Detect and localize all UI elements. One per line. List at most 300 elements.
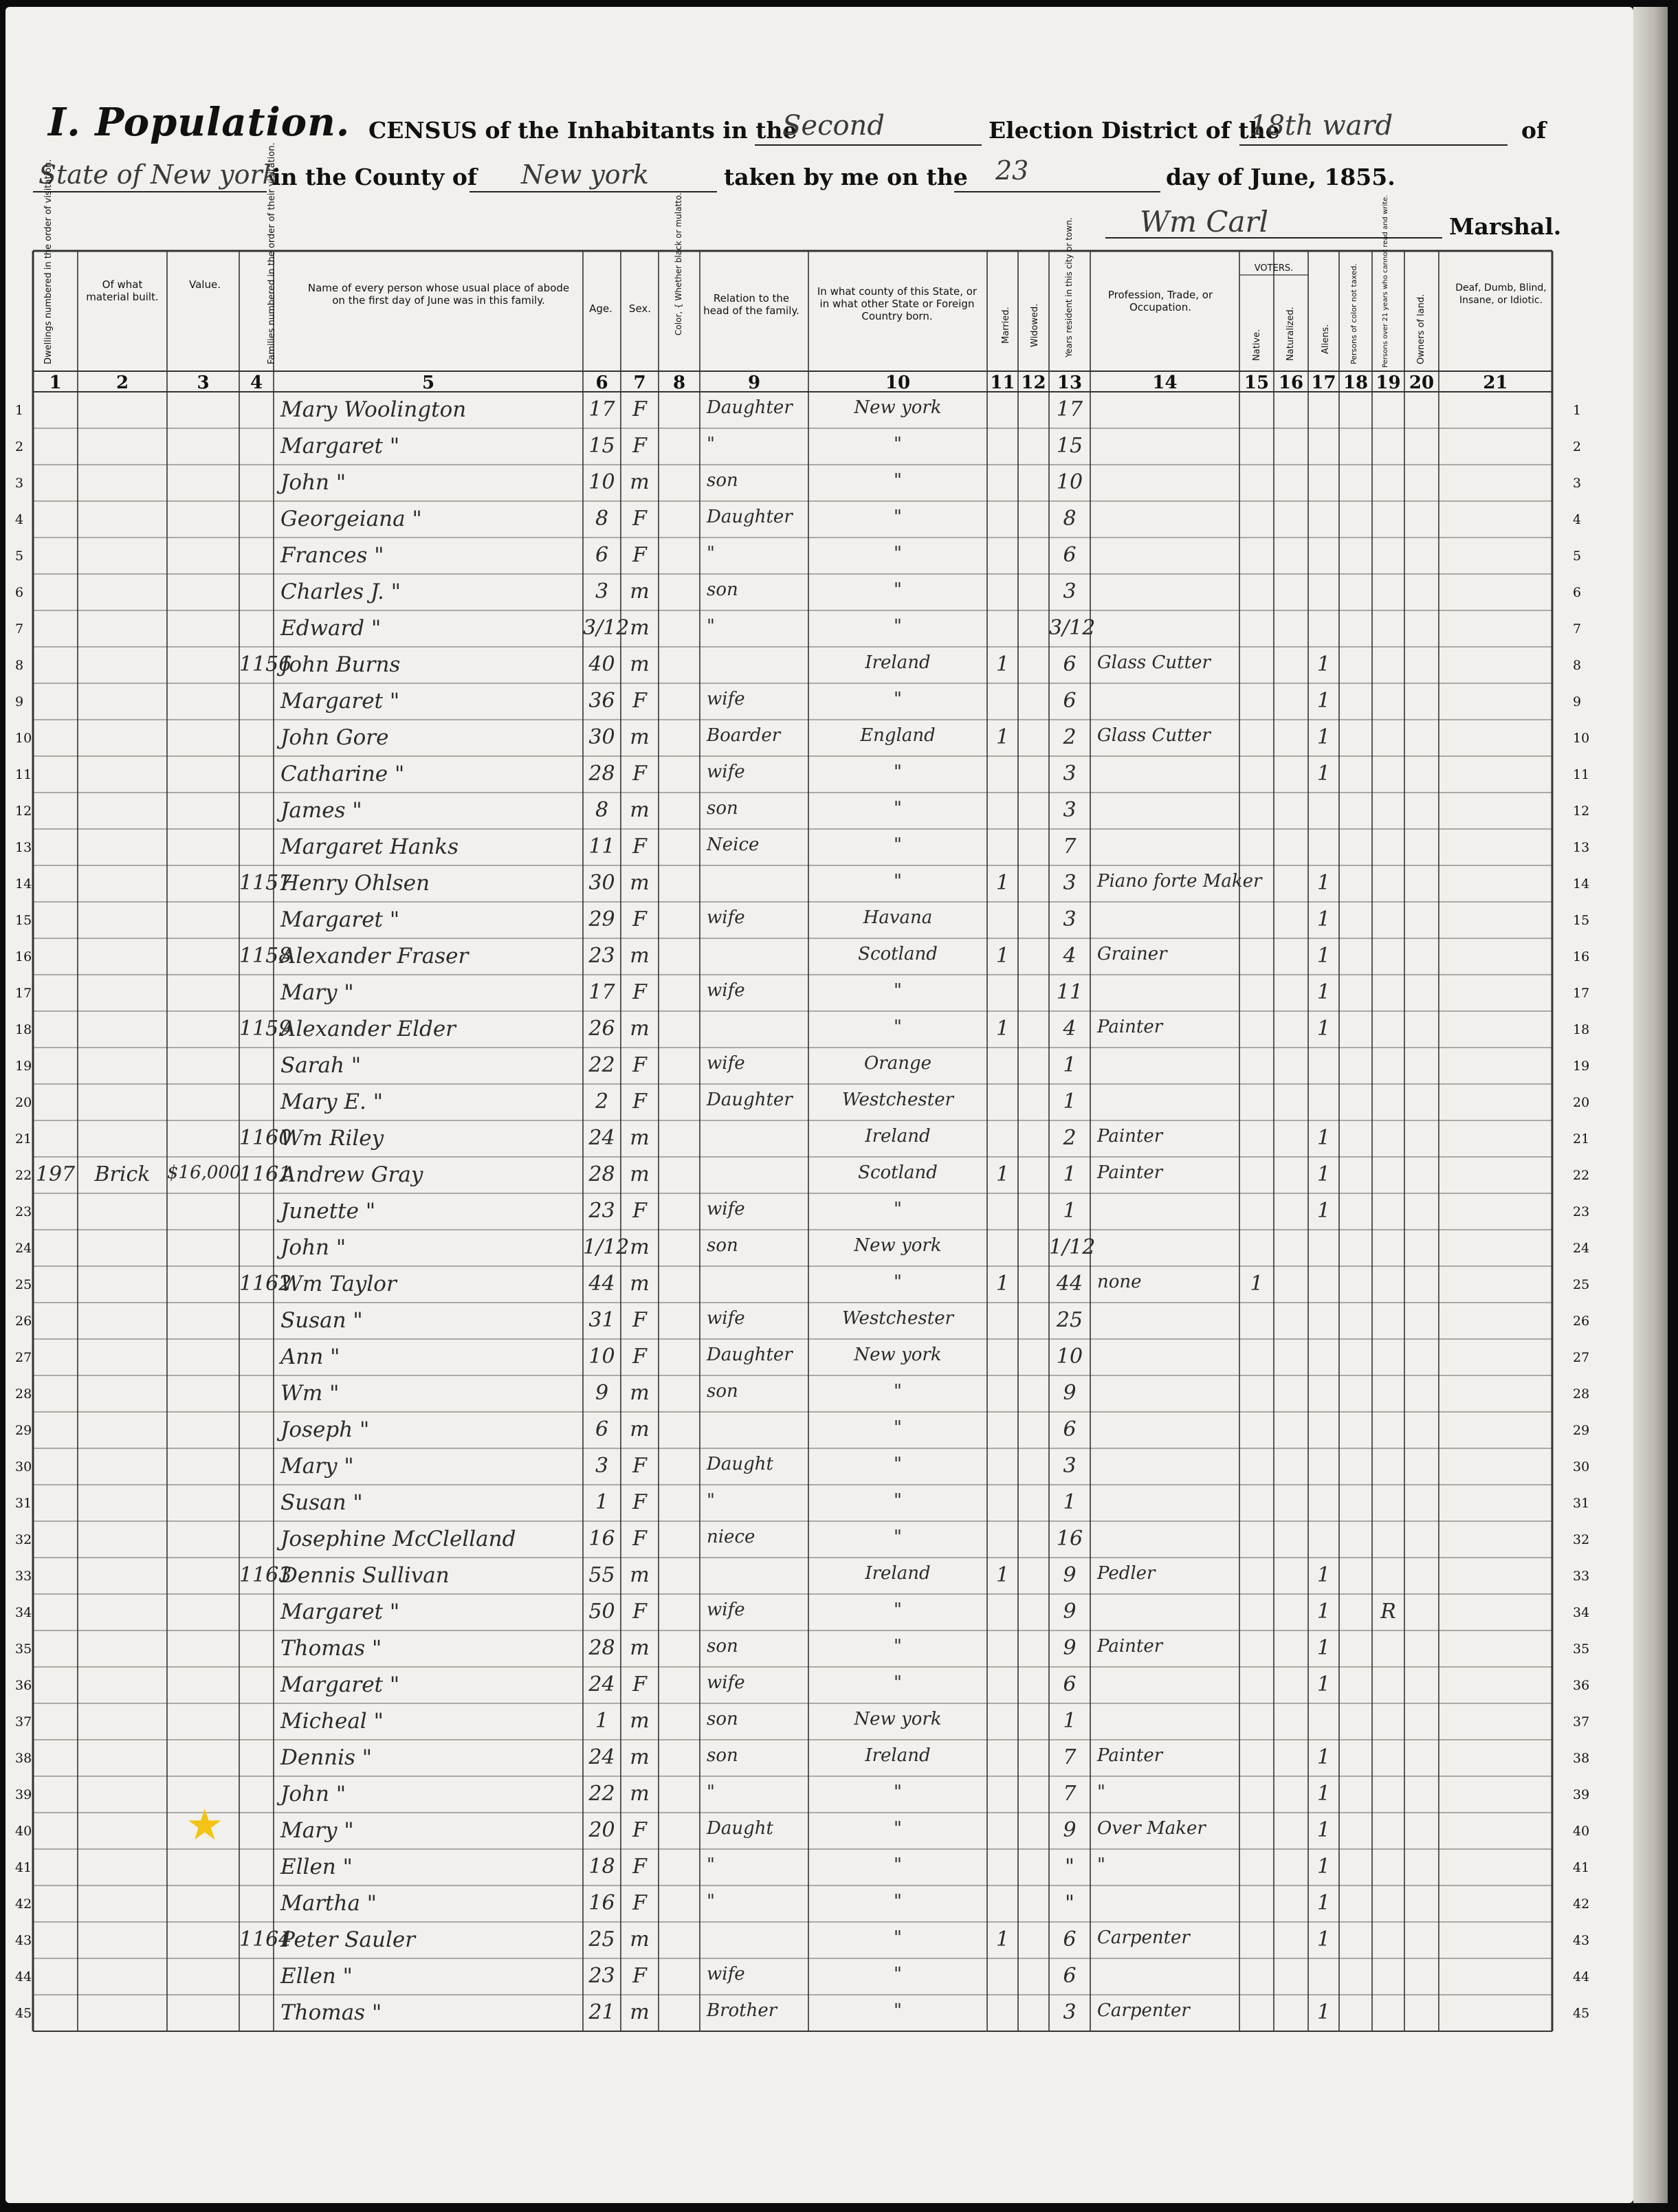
sex-cell: F <box>632 1527 647 1551</box>
age-cell: 28 <box>588 1636 615 1660</box>
col-head-color: Color, { Whether black or mulatto. <box>674 192 683 335</box>
alien-cell: 1 <box>1316 1017 1331 1041</box>
years-resident-cell: 2 <box>1063 1126 1077 1150</box>
col-head-years-resident: Years resident in this city or town. <box>1064 217 1074 357</box>
family-number: 1162 <box>239 1272 292 1296</box>
relation-cell: son <box>707 579 738 600</box>
row-number-left: 34 <box>15 1605 32 1620</box>
row-number-right: 26 <box>1573 1314 1590 1329</box>
native-voter-cell: 1 <box>1250 1272 1263 1296</box>
sex-cell: F <box>632 907 647 931</box>
birthplace-cell: " <box>894 762 902 782</box>
column-number: 3 <box>197 373 210 393</box>
occupation-cell: none <box>1097 1272 1142 1292</box>
name-cell: Edward " <box>280 616 382 641</box>
column-number: 20 <box>1409 373 1435 393</box>
relation-cell: Daught <box>707 1818 773 1839</box>
age-cell: 6 <box>595 543 609 567</box>
years-resident-cell: 1 <box>1063 1162 1077 1186</box>
col-head-relation: Relation to the head of the family. <box>703 292 799 317</box>
occupation-cell: Grainer <box>1097 944 1167 964</box>
row-number-right: 34 <box>1573 1605 1590 1620</box>
col-head-name: Name of every person whose usual place of abode on the first day of June was in this family. <box>307 282 570 307</box>
alien-cell: 1 <box>1316 1855 1331 1879</box>
row-number-left: 13 <box>15 840 32 855</box>
age-cell: 20 <box>588 1818 615 1842</box>
name-cell: John " <box>280 470 346 495</box>
years-resident-cell: 9 <box>1063 1636 1077 1660</box>
name-cell: Martha " <box>280 1891 377 1916</box>
years-resident-cell: 7 <box>1063 834 1077 859</box>
birthplace-cell: " <box>894 1527 902 1547</box>
birthplace-cell: " <box>894 1381 902 1402</box>
column-number: 15 <box>1244 373 1270 393</box>
years-resident-cell: 9 <box>1063 1563 1077 1587</box>
years-resident-cell: 6 <box>1063 543 1077 567</box>
row-number-right: 43 <box>1573 1933 1590 1948</box>
row-number-right: 29 <box>1573 1423 1590 1438</box>
sex-cell: m <box>630 2000 650 2024</box>
row-number-left: 37 <box>15 1714 32 1729</box>
years-resident-cell: 11 <box>1056 980 1083 1004</box>
name-cell: Alexander Fraser <box>280 944 469 969</box>
age-cell: 30 <box>588 725 615 749</box>
sex-cell: m <box>630 616 650 640</box>
age-cell: 26 <box>588 1017 615 1041</box>
sex-cell: m <box>630 652 650 676</box>
relation-cell: " <box>707 434 715 454</box>
column-number: 6 <box>595 373 608 393</box>
row-number-right: 16 <box>1573 949 1590 964</box>
birthplace-cell: Ireland <box>865 1126 931 1147</box>
alien-cell: 1 <box>1316 1672 1331 1696</box>
row-number-right: 9 <box>1573 694 1582 709</box>
row-number-left: 41 <box>15 1860 32 1875</box>
name-cell: Wm " <box>280 1381 340 1406</box>
age-cell: 24 <box>588 1672 615 1696</box>
col-head-value: Value. <box>189 278 221 291</box>
birthplace-cell: Orange <box>863 1053 932 1074</box>
sex-cell: F <box>632 1600 647 1624</box>
age-cell: 28 <box>588 762 615 786</box>
occupation-cell: Painter <box>1097 1745 1163 1766</box>
sex-cell: m <box>630 1709 650 1733</box>
name-cell: Joseph " <box>280 1417 370 1442</box>
birthplace-cell: " <box>894 1891 902 1912</box>
birthplace-cell: " <box>894 798 902 819</box>
row-number-left: 21 <box>15 1131 32 1147</box>
column-number: 21 <box>1483 373 1508 393</box>
birthplace-cell: Havana <box>863 907 933 928</box>
relation-cell: Daughter <box>707 397 793 418</box>
occupation-cell: Glass Cutter <box>1097 725 1211 746</box>
name-cell: Susan " <box>280 1308 363 1333</box>
row-number-right: 18 <box>1573 1022 1590 1037</box>
sex-cell: F <box>632 1964 647 1988</box>
birthplace-cell: New york <box>854 1235 942 1256</box>
birthplace-cell: " <box>894 1600 902 1620</box>
birthplace-cell: " <box>894 543 902 564</box>
alien-cell: 1 <box>1316 689 1331 713</box>
row-number-left: 8 <box>15 658 24 673</box>
age-cell: 24 <box>588 1745 615 1769</box>
sex-cell: F <box>632 1454 647 1478</box>
name-cell: Alexander Elder <box>280 1017 456 1041</box>
row-number-right: 27 <box>1573 1350 1590 1365</box>
years-resident-cell: 3 <box>1063 798 1077 822</box>
years-resident-cell: 6 <box>1063 689 1077 713</box>
col-head-married: Married. <box>1001 307 1011 344</box>
years-resident-cell: 3/12 <box>1049 616 1096 640</box>
col-head-deaf-dumb: Deaf, Dumb, Blind, Insane, or Idiotic. <box>1455 283 1547 306</box>
years-resident-cell: 9 <box>1063 1381 1077 1405</box>
age-cell: 1 <box>595 1709 609 1733</box>
row-number-right: 19 <box>1573 1059 1590 1074</box>
sex-cell: F <box>632 1891 647 1915</box>
years-resident-cell: 6 <box>1063 1672 1077 1696</box>
occupation-cell: Carpenter <box>1097 1927 1190 1948</box>
age-cell: 21 <box>588 2000 615 2024</box>
birthplace-cell: New york <box>854 1345 942 1365</box>
years-resident-cell: 1 <box>1063 1053 1077 1077</box>
alien-cell: 1 <box>1316 1818 1331 1842</box>
birthplace-cell: " <box>894 1272 902 1292</box>
family-number: 1161 <box>239 1162 292 1186</box>
relation-cell: wife <box>707 689 745 709</box>
sex-cell: F <box>632 1199 647 1223</box>
years-resident-cell: 6 <box>1063 652 1077 676</box>
age-cell: 25 <box>588 1927 615 1951</box>
age-cell: 23 <box>588 1964 615 1988</box>
family-number: 1158 <box>239 944 292 968</box>
row-number-left: 17 <box>15 986 32 1001</box>
relation-cell: son <box>707 1636 738 1657</box>
name-cell: Charles J. " <box>280 579 401 604</box>
relation-cell: " <box>707 616 715 637</box>
age-cell: 1/12 <box>583 1235 630 1259</box>
relation-cell: son <box>707 1709 738 1729</box>
col-head-families: Families numbered in the order of their visitation. <box>267 142 277 364</box>
row-number-right: 32 <box>1573 1532 1590 1547</box>
age-cell: 23 <box>588 1199 615 1223</box>
col-head-age: Age. <box>589 302 612 315</box>
years-resident-cell: 1 <box>1063 1199 1077 1223</box>
years-resident-cell: 4 <box>1063 944 1077 968</box>
birthplace-cell: Scotland <box>858 1162 938 1183</box>
column-number: 14 <box>1152 373 1178 393</box>
age-cell: 1 <box>595 1490 609 1514</box>
row-number-left: 9 <box>15 694 24 709</box>
sex-cell: F <box>632 1672 647 1696</box>
place-value: State of New york <box>38 159 278 190</box>
birthplace-cell: " <box>894 1672 902 1693</box>
alien-cell: 1 <box>1316 980 1331 1004</box>
age-cell: 22 <box>588 1053 615 1077</box>
birthplace-cell: England <box>860 725 936 746</box>
col-head-native: Native. <box>1252 329 1262 361</box>
married-cell: 1 <box>995 1017 1010 1041</box>
row-number-right: 2 <box>1573 439 1582 454</box>
birthplace-cell: " <box>894 616 902 637</box>
name-cell: Georgeiana " <box>280 507 422 531</box>
sex-cell: F <box>632 507 647 531</box>
sex-cell: m <box>630 1563 650 1587</box>
name-cell: Mary " <box>280 1818 354 1843</box>
row-number-left: 12 <box>15 804 32 819</box>
age-cell: 8 <box>595 507 609 531</box>
row-number-left: 1 <box>15 403 24 418</box>
years-resident-cell: 9 <box>1063 1818 1077 1842</box>
row-number-left: 26 <box>15 1314 32 1329</box>
married-cell: 1 <box>995 1563 1010 1587</box>
column-number: 2 <box>115 373 129 393</box>
relation-cell: wife <box>707 762 745 782</box>
relation-cell: Daughter <box>707 1345 793 1365</box>
name-cell: Peter Sauler <box>280 1927 416 1952</box>
sex-cell: F <box>632 1053 647 1077</box>
married-cell: 1 <box>995 944 1010 968</box>
sex-cell: F <box>632 689 647 713</box>
row-number-right: 12 <box>1573 804 1590 819</box>
column-number: 8 <box>672 373 686 393</box>
row-number-right: 38 <box>1573 1751 1590 1766</box>
col-head-material: Of what material built. <box>86 278 159 303</box>
sex-cell: F <box>632 543 647 567</box>
years-resident-cell: 1 <box>1063 1090 1077 1114</box>
name-cell: Mary E. " <box>280 1090 384 1114</box>
row-number-right: 23 <box>1573 1204 1590 1219</box>
age-cell: 11 <box>588 834 615 859</box>
row-number-right: 20 <box>1573 1095 1590 1110</box>
relation-cell: " <box>707 1855 715 1875</box>
birthplace-cell: " <box>894 507 902 527</box>
date-label: day of June, 1855. <box>1166 164 1395 190</box>
name-cell: John " <box>280 1782 346 1806</box>
name-cell: Margaret Hanks <box>280 834 459 859</box>
row-number-left: 38 <box>15 1751 32 1766</box>
years-resident-cell: 3 <box>1063 579 1077 604</box>
age-cell: 9 <box>595 1381 609 1405</box>
birthplace-cell: " <box>894 689 902 709</box>
age-cell: 18 <box>588 1855 615 1879</box>
row-number-left: 32 <box>15 1532 32 1547</box>
occupation-cell: Carpenter <box>1097 2000 1190 2021</box>
sex-cell: m <box>630 579 650 604</box>
years-resident-cell: 25 <box>1056 1308 1083 1332</box>
name-cell: Andrew Gray <box>280 1162 423 1187</box>
alien-cell: 1 <box>1316 907 1331 931</box>
alien-cell: 1 <box>1316 762 1331 786</box>
row-number-right: 31 <box>1573 1496 1590 1511</box>
name-cell: James " <box>280 798 362 823</box>
name-cell: Mary " <box>280 980 354 1005</box>
years-resident-cell: 1 <box>1063 1709 1077 1733</box>
col-head-birthplace: In what county of this State, or in what other State or Foreign Country born. <box>817 285 978 322</box>
birthplace-cell: Westchester <box>841 1308 954 1329</box>
years-resident-cell: " <box>1065 1855 1074 1879</box>
name-cell: Margaret " <box>280 434 400 458</box>
relation-cell: son <box>707 1745 738 1766</box>
alien-cell: 1 <box>1316 1162 1331 1186</box>
sex-cell: F <box>632 1345 647 1369</box>
birthplace-cell: " <box>894 1927 902 1948</box>
row-number-left: 29 <box>15 1423 32 1438</box>
name-cell: Frances " <box>280 543 384 568</box>
row-number-left: 18 <box>15 1022 32 1037</box>
relation-cell: wife <box>707 1600 745 1620</box>
age-cell: 17 <box>588 980 615 1004</box>
row-number-left: 25 <box>15 1277 32 1292</box>
name-cell: Catharine " <box>280 762 405 786</box>
column-number: 17 <box>1311 373 1336 393</box>
family-number: 1159 <box>239 1017 292 1041</box>
material-cell: Brick <box>94 1162 151 1186</box>
county-value: New york <box>521 159 649 190</box>
name-cell: Dennis " <box>280 1745 373 1770</box>
sex-cell: m <box>630 1782 650 1806</box>
relation-cell: " <box>707 543 715 564</box>
marshal-signature: Wm Carl <box>1140 205 1269 239</box>
age-cell: 2 <box>595 1090 609 1114</box>
cannot-read-cell: R <box>1380 1600 1396 1624</box>
row-number-left: 42 <box>15 1896 32 1912</box>
age-cell: 28 <box>588 1162 615 1186</box>
alien-cell: 1 <box>1316 1636 1331 1660</box>
birthplace-cell: " <box>894 579 902 600</box>
years-resident-cell: 3 <box>1063 871 1077 895</box>
alien-cell: 1 <box>1316 2000 1331 2024</box>
name-cell: Josephine McClelland <box>280 1527 516 1551</box>
age-cell: 22 <box>588 1782 615 1806</box>
married-cell: 1 <box>995 1927 1010 1951</box>
row-number-left: 28 <box>15 1386 32 1402</box>
row-number-left: 43 <box>15 1933 32 1948</box>
sex-cell: m <box>630 1235 650 1259</box>
column-number: 10 <box>885 373 911 393</box>
age-cell: 29 <box>588 907 615 931</box>
sex-cell: m <box>630 1745 650 1769</box>
row-number-right: 13 <box>1573 840 1590 855</box>
sex-cell: F <box>632 1090 647 1114</box>
row-number-right: 17 <box>1573 986 1590 1001</box>
row-number-left: 10 <box>15 731 32 746</box>
age-cell: 50 <box>588 1600 615 1624</box>
name-cell: Micheal " <box>280 1709 384 1734</box>
row-number-right: 33 <box>1573 1569 1590 1584</box>
col-head-widowed: Widowed. <box>1030 303 1040 347</box>
birthplace-cell: " <box>894 434 902 454</box>
dwelling-number: 197 <box>35 1162 76 1186</box>
sex-cell: F <box>632 980 647 1004</box>
birthplace-cell: " <box>894 1818 902 1839</box>
alien-cell: 1 <box>1316 725 1331 749</box>
relation-cell: Daught <box>707 1454 773 1474</box>
row-number-right: 25 <box>1573 1277 1590 1292</box>
row-number-left: 27 <box>15 1350 32 1365</box>
name-cell: John Burns <box>280 652 401 677</box>
row-number-right: 45 <box>1573 2006 1590 2021</box>
name-cell: Wm Taylor <box>280 1272 397 1296</box>
column-number: 12 <box>1021 373 1046 393</box>
row-number-right: 42 <box>1573 1896 1590 1912</box>
row-number-left: 11 <box>15 767 32 782</box>
row-number-left: 31 <box>15 1496 32 1511</box>
column-number: 7 <box>633 373 646 393</box>
census-page <box>5 7 1633 2203</box>
relation-cell: Brother <box>707 2000 777 2021</box>
occupation-cell: Over Maker <box>1097 1818 1206 1839</box>
years-resident-cell: 3 <box>1063 1454 1077 1478</box>
occupation-cell: Glass Cutter <box>1097 652 1211 673</box>
years-resident-cell: 3 <box>1063 762 1077 786</box>
sex-cell: m <box>630 944 650 968</box>
column-number: 9 <box>747 373 761 393</box>
years-resident-cell: 3 <box>1063 907 1077 931</box>
sex-cell: F <box>632 1818 647 1842</box>
county-label: in the County of <box>272 164 478 190</box>
row-number-right: 21 <box>1573 1131 1590 1147</box>
row-number-left: 40 <box>15 1824 32 1839</box>
sex-cell: F <box>632 1855 647 1879</box>
row-number-left: 5 <box>15 549 24 564</box>
family-number: 1164 <box>239 1927 292 1951</box>
col-head-dwellings: Dwellings numbered in the order of visitation. <box>43 159 54 364</box>
row-number-right: 14 <box>1573 876 1590 892</box>
sex-cell: m <box>630 871 650 895</box>
relation-cell: wife <box>707 1308 745 1329</box>
years-resident-cell: 9 <box>1063 1600 1077 1624</box>
alien-cell: 1 <box>1316 1782 1331 1806</box>
birthplace-cell: " <box>894 1199 902 1219</box>
row-number-left: 33 <box>15 1569 32 1584</box>
marshal-label: Marshal. <box>1449 213 1562 240</box>
age-cell: 55 <box>588 1563 615 1587</box>
relation-cell: wife <box>707 1199 745 1219</box>
relation-cell: wife <box>707 1672 745 1693</box>
age-cell: 10 <box>588 1345 615 1369</box>
col-head-occupation: Profession, Trade, or Occupation. <box>1107 289 1213 313</box>
row-number-right: 11 <box>1573 767 1590 782</box>
birthplace-cell: " <box>894 980 902 1001</box>
name-cell: Dennis Sullivan <box>280 1563 450 1588</box>
name-cell: Henry Ohlsen <box>280 871 430 896</box>
row-number-left: 35 <box>15 1641 32 1657</box>
sex-cell: m <box>630 1927 650 1951</box>
col-head-naturalized: Naturalized. <box>1285 307 1296 361</box>
birthplace-cell: " <box>894 1855 902 1875</box>
of-label: of <box>1521 117 1547 144</box>
row-number-left: 44 <box>15 1969 32 1984</box>
birthplace-cell: " <box>894 2000 902 2021</box>
name-cell: Ann " <box>280 1345 340 1369</box>
relation-cell: wife <box>707 1964 745 1984</box>
married-cell: 1 <box>995 871 1010 895</box>
years-resident-cell: 10 <box>1056 1345 1083 1369</box>
age-cell: 3 <box>595 579 609 604</box>
sex-cell: m <box>630 725 650 749</box>
years-resident-cell: 1/12 <box>1049 1235 1096 1259</box>
family-number: 1157 <box>239 871 292 895</box>
occupation-cell: Piano forte Maker <box>1097 871 1262 892</box>
age-cell: 8 <box>595 798 609 822</box>
relation-cell: " <box>707 1891 715 1912</box>
family-number: 1160 <box>239 1126 292 1150</box>
name-cell: Margaret " <box>280 1600 400 1624</box>
row-number-right: 39 <box>1573 1787 1590 1802</box>
row-number-left: 24 <box>15 1241 32 1256</box>
birthplace-cell: " <box>894 1636 902 1657</box>
years-resident-cell: 15 <box>1056 434 1083 458</box>
